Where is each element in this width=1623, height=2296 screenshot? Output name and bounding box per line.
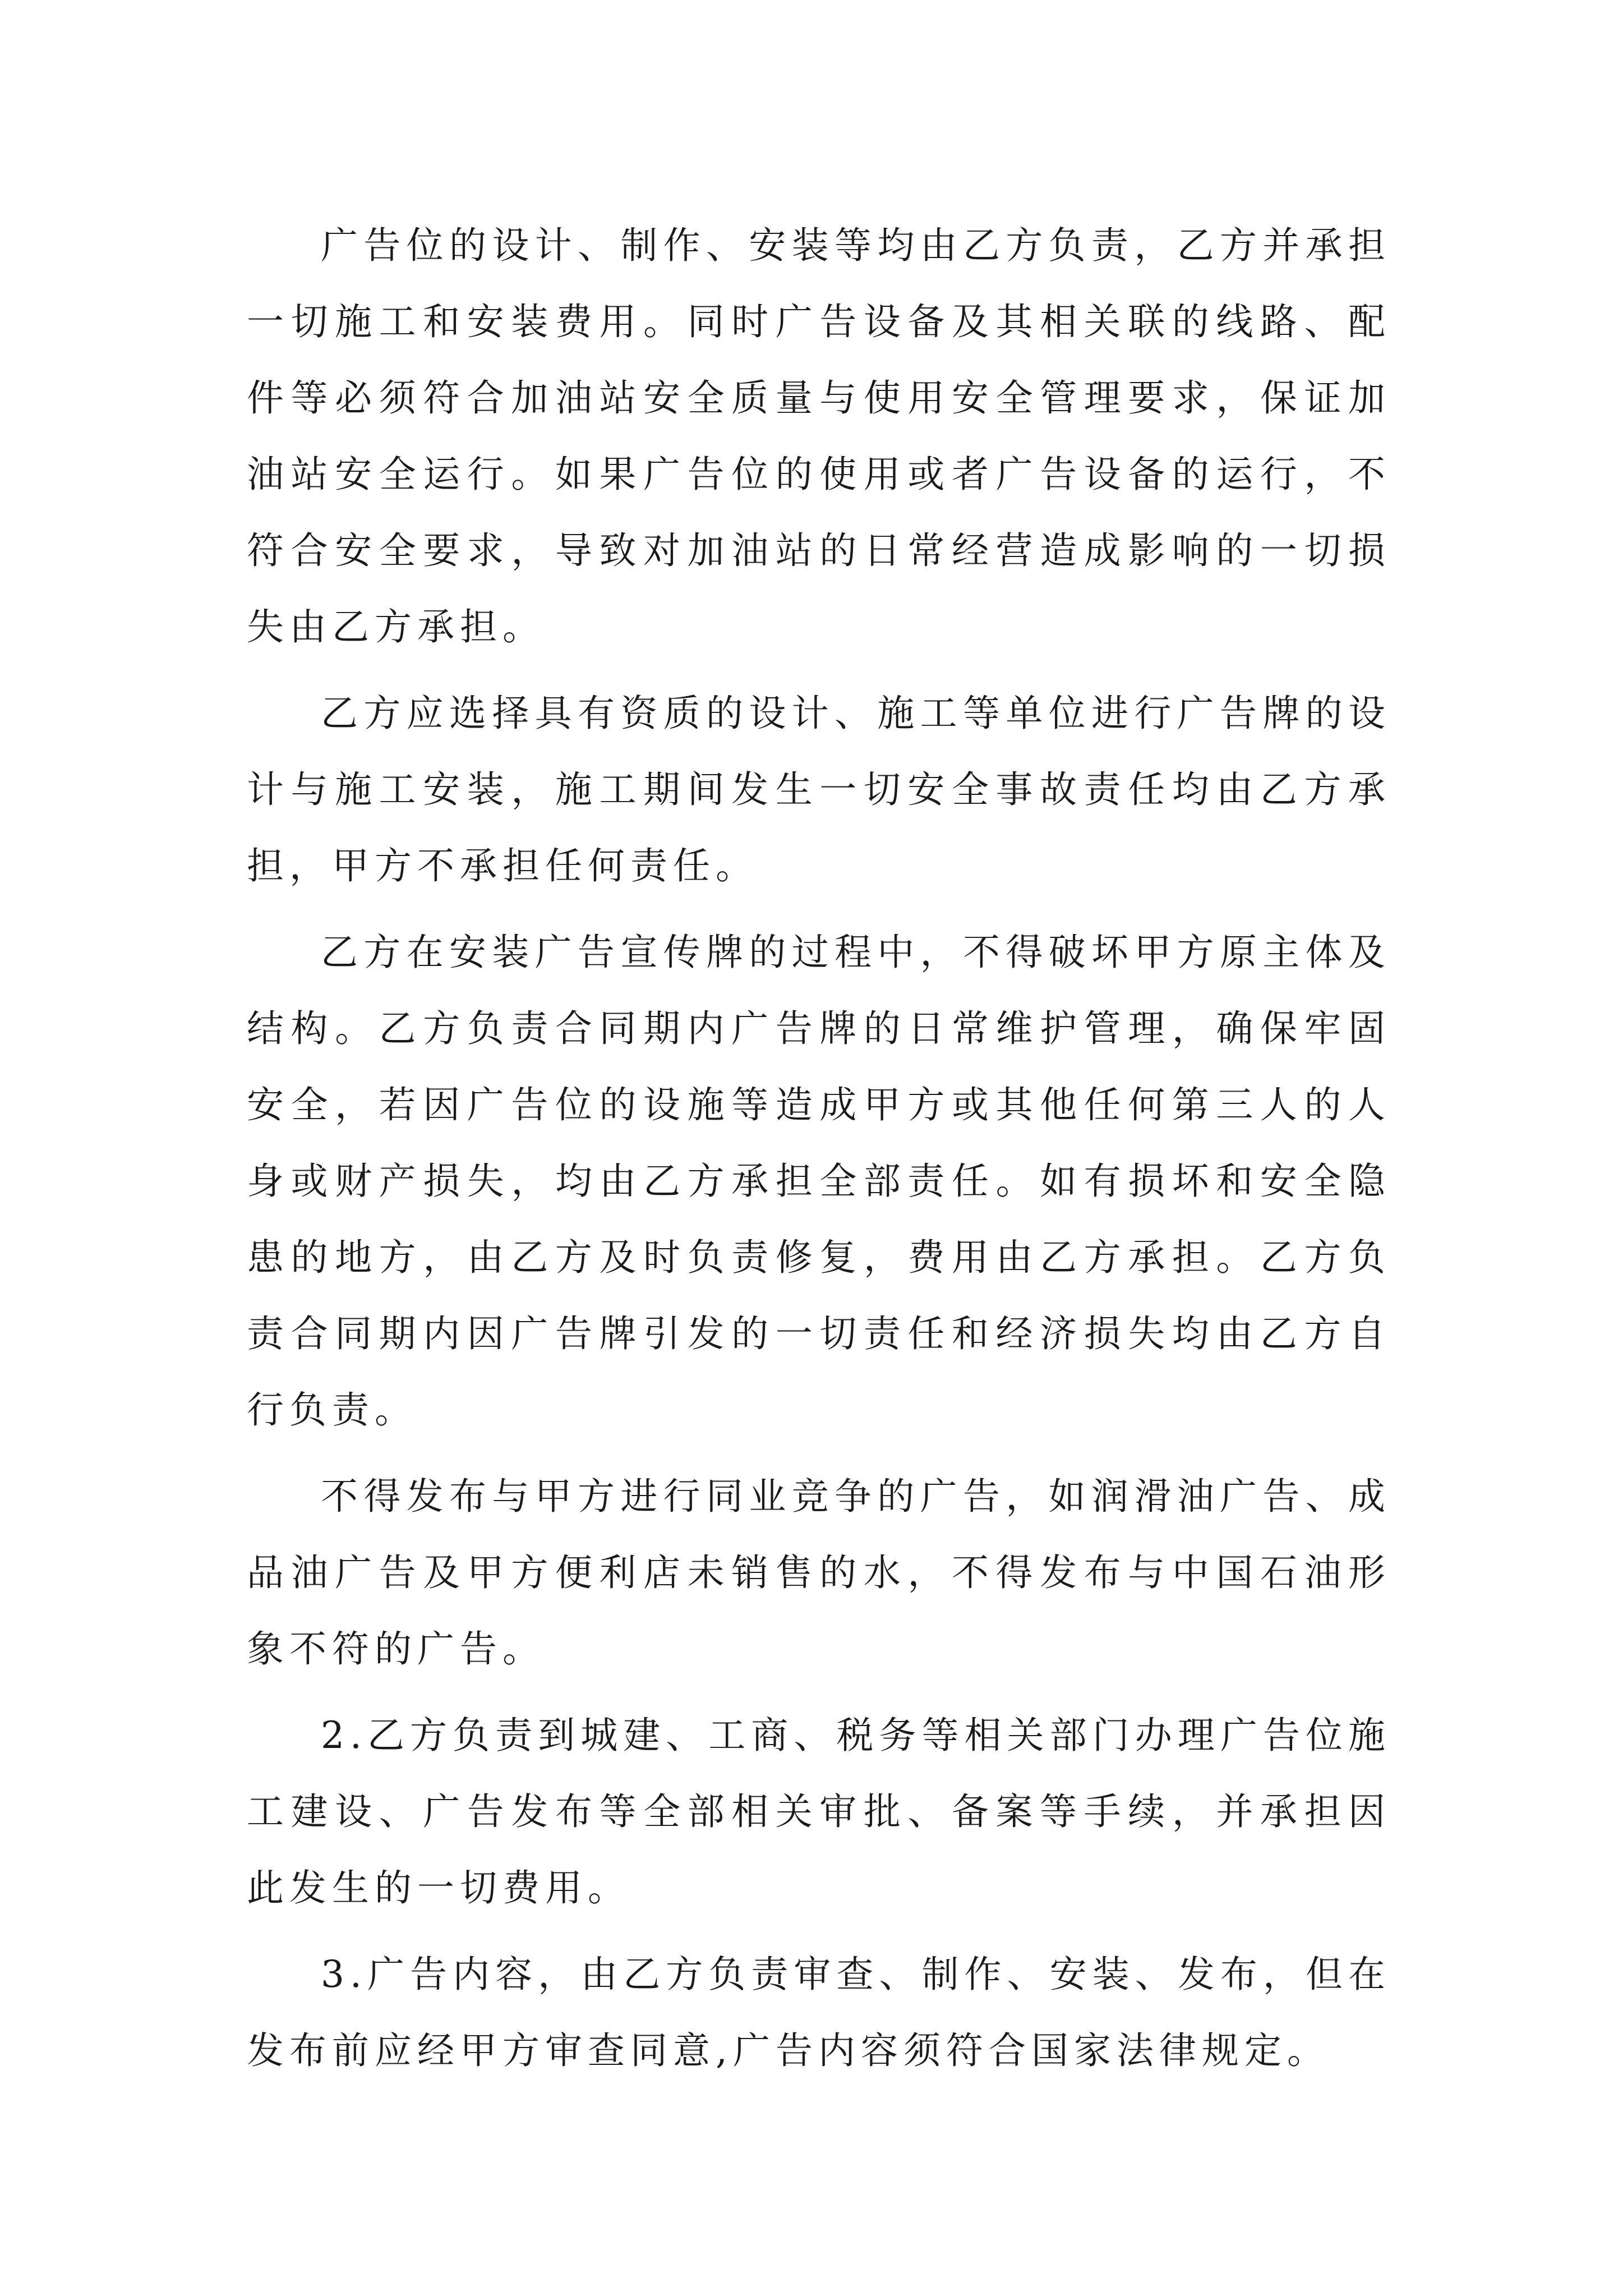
- paragraph-clause-3-ad-content: 3.广告内容，由乙方负责审查、制作、安装、发布，但在发布前应经甲方审查同意,广告内容须符合国家法律规定。: [247, 1953, 1391, 2072]
- paragraph-competition-restriction: 不得发布与甲方进行同业竞争的广告，如润滑油广告、成品油广告及甲方便利店未销售的水，不得发布与中国石油形象不符的广告。: [247, 1475, 1391, 1671]
- paragraph-installation-responsibility: 广告位的设计、制作、安装等均由乙方负责，乙方并承担一切施工和安装费用。同时广告设备及其相关联的线路、配件等必须符合加油站安全质量与使用安全管理要求，保证加油站安全运行。如果广告位的使用或者广告设备的运行，不符合安全要求，导致对加油站的日常经营造成影响的一切损失由乙方承担。: [247, 224, 1391, 648]
- paragraph-qualified-contractor: 乙方应选择具有资质的设计、施工等单位进行广告牌的设计与施工安装，施工期间发生一切安全事故责任均由乙方承担，甲方不承担任何责任。: [247, 692, 1391, 887]
- paragraph-clause-2-approvals: 2.乙方负责到城建、工商、税务等相关部门办理广告位施工建设、广告发布等全部相关审批、备案等手续，并承担因此发生的一切费用。: [247, 1714, 1391, 1910]
- paragraph-maintenance-liability: 乙方在安装广告宣传牌的过程中，不得破坏甲方原主体及结构。乙方负责合同期内广告牌的日常维护管理，确保牢固安全，若因广告位的设施等造成甲方或其他任何第三人的人身或财产损失，均由乙方承担全部责任。如有损坏和安全隐患的地方，由乙方及时负责修复，费用由乙方承担。乙方负责合同期内因广告牌引发的一切责任和经济损失均由乙方自行负责。: [247, 931, 1391, 1432]
- document-body: [247, 208, 1391, 2099]
